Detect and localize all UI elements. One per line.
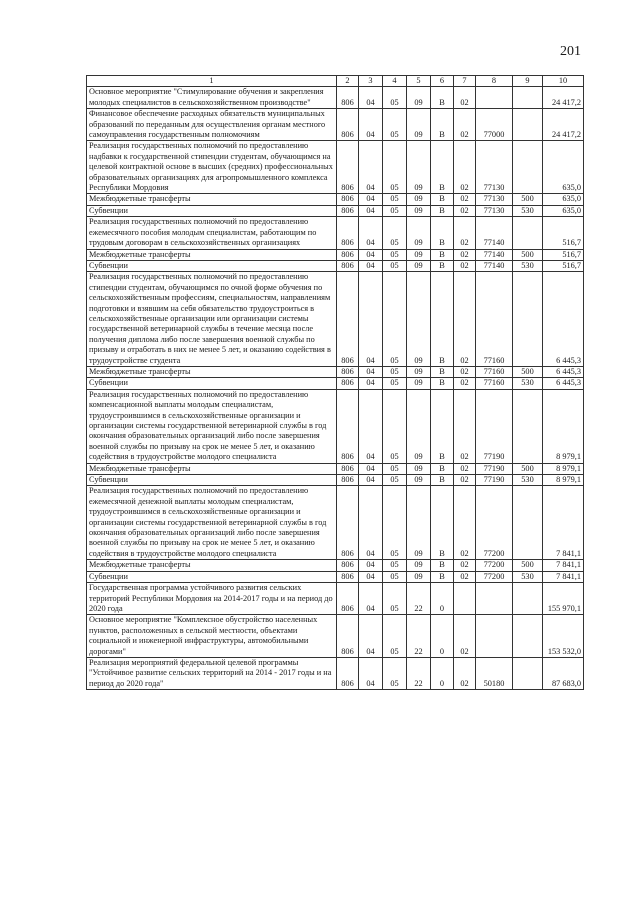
program-cell: 09 bbox=[407, 571, 431, 582]
table-row bbox=[87, 378, 584, 389]
subprogram-cell: В bbox=[431, 87, 454, 109]
ministry-code-cell: 806 bbox=[337, 657, 359, 689]
ministry-code-cell: 806 bbox=[337, 389, 359, 463]
direction-cell: 77160 bbox=[476, 272, 513, 367]
section-cell: 04 bbox=[359, 475, 383, 486]
event-cell: 02 bbox=[454, 205, 476, 216]
amount-cell: 635,0 bbox=[543, 194, 584, 205]
amount-cell: 6 445,3 bbox=[543, 272, 584, 367]
header-cell: 4 bbox=[383, 76, 407, 87]
subprogram-cell: В bbox=[431, 109, 454, 141]
subprogram-cell: В bbox=[431, 249, 454, 260]
event-cell: 02 bbox=[454, 378, 476, 389]
ministry-code-cell: 806 bbox=[337, 249, 359, 260]
expense-type-cell: 530 bbox=[513, 260, 543, 271]
ministry-code-cell: 806 bbox=[337, 194, 359, 205]
program-cell: 09 bbox=[407, 87, 431, 109]
amount-cell: 24 417,2 bbox=[543, 87, 584, 109]
program-cell: 22 bbox=[407, 657, 431, 689]
expense-type-cell bbox=[513, 87, 543, 109]
table-row bbox=[87, 657, 584, 689]
section-cell: 04 bbox=[359, 389, 383, 463]
ministry-code-cell: 806 bbox=[337, 560, 359, 571]
expense-type-cell bbox=[513, 657, 543, 689]
direction-cell bbox=[476, 615, 513, 658]
expense-type-cell bbox=[513, 141, 543, 194]
header-cell: 2 bbox=[337, 76, 359, 87]
amount-cell: 8 979,1 bbox=[543, 389, 584, 463]
table-row bbox=[87, 560, 584, 571]
table-row bbox=[87, 217, 584, 249]
subprogram-cell: 0 bbox=[431, 583, 454, 615]
subprogram-cell: В bbox=[431, 463, 454, 474]
header-cell: 6 bbox=[431, 76, 454, 87]
program-cell: 09 bbox=[407, 486, 431, 560]
direction-cell: 77130 bbox=[476, 194, 513, 205]
subsection-cell: 05 bbox=[383, 378, 407, 389]
ministry-code-cell: 806 bbox=[337, 87, 359, 109]
subprogram-cell: В bbox=[431, 475, 454, 486]
section-cell: 04 bbox=[359, 560, 383, 571]
expense-type-cell bbox=[513, 217, 543, 249]
event-cell: 02 bbox=[454, 571, 476, 582]
amount-cell: 24 417,2 bbox=[543, 109, 584, 141]
direction-cell bbox=[476, 87, 513, 109]
direction-cell: 77160 bbox=[476, 378, 513, 389]
amount-cell: 7 841,1 bbox=[543, 571, 584, 582]
direction-cell: 77190 bbox=[476, 389, 513, 463]
expense-type-cell bbox=[513, 389, 543, 463]
section-cell: 04 bbox=[359, 486, 383, 560]
direction-cell: 77140 bbox=[476, 249, 513, 260]
section-cell: 04 bbox=[359, 194, 383, 205]
subsection-cell: 05 bbox=[383, 366, 407, 377]
section-cell: 04 bbox=[359, 260, 383, 271]
direction-cell: 77130 bbox=[476, 205, 513, 216]
program-cell: 09 bbox=[407, 194, 431, 205]
table-row bbox=[87, 615, 584, 658]
page-number: 201 bbox=[560, 44, 581, 59]
item-name-cell: Субвенции bbox=[87, 378, 337, 389]
amount-cell: 153 532,0 bbox=[543, 615, 584, 658]
ministry-code-cell: 806 bbox=[337, 378, 359, 389]
item-name-cell: Субвенции bbox=[87, 571, 337, 582]
header-cell: 5 bbox=[407, 76, 431, 87]
expense-type-cell: 500 bbox=[513, 560, 543, 571]
ministry-code-cell: 806 bbox=[337, 366, 359, 377]
program-cell: 09 bbox=[407, 378, 431, 389]
ministry-code-cell: 806 bbox=[337, 272, 359, 367]
table-row bbox=[87, 109, 584, 141]
amount-cell: 8 979,1 bbox=[543, 475, 584, 486]
program-cell: 09 bbox=[407, 249, 431, 260]
header-cell: 9 bbox=[513, 76, 543, 87]
subsection-cell: 05 bbox=[383, 141, 407, 194]
subsection-cell: 05 bbox=[383, 249, 407, 260]
section-cell: 04 bbox=[359, 378, 383, 389]
amount-cell: 516,7 bbox=[543, 260, 584, 271]
subprogram-cell: В bbox=[431, 260, 454, 271]
section-cell: 04 bbox=[359, 463, 383, 474]
subsection-cell: 05 bbox=[383, 475, 407, 486]
subsection-cell: 05 bbox=[383, 109, 407, 141]
subprogram-cell: В bbox=[431, 571, 454, 582]
program-cell: 22 bbox=[407, 583, 431, 615]
header-cell: 1 bbox=[87, 76, 337, 87]
subsection-cell: 05 bbox=[383, 583, 407, 615]
subsection-cell: 05 bbox=[383, 389, 407, 463]
table-row bbox=[87, 366, 584, 377]
amount-cell: 516,7 bbox=[543, 249, 584, 260]
section-cell: 04 bbox=[359, 87, 383, 109]
program-cell: 09 bbox=[407, 109, 431, 141]
section-cell: 04 bbox=[359, 571, 383, 582]
direction-cell: 77140 bbox=[476, 217, 513, 249]
event-cell: 02 bbox=[454, 260, 476, 271]
subsection-cell: 05 bbox=[383, 571, 407, 582]
amount-cell: 7 841,1 bbox=[543, 486, 584, 560]
subsection-cell: 05 bbox=[383, 657, 407, 689]
header-cell: 10 bbox=[543, 76, 584, 87]
amount-cell: 8 979,1 bbox=[543, 463, 584, 474]
direction-cell: 77200 bbox=[476, 486, 513, 560]
table-row bbox=[87, 141, 584, 194]
item-name-cell: Реализация государственных полномочий по предоставлению надбавки к государственной стипендии студентам, обучающимся на целевой контрактной основе в высших (средних) профессиональных образовательных организациях для агропромышленного комплекса Республики Мордовия bbox=[87, 141, 337, 194]
direction-cell bbox=[476, 583, 513, 615]
subsection-cell: 05 bbox=[383, 615, 407, 658]
table-row bbox=[87, 249, 584, 260]
item-name-cell: Межбюджетные трансферты bbox=[87, 560, 337, 571]
direction-cell: 50180 bbox=[476, 657, 513, 689]
section-cell: 04 bbox=[359, 249, 383, 260]
event-cell bbox=[454, 583, 476, 615]
expense-type-cell: 500 bbox=[513, 194, 543, 205]
amount-cell: 635,0 bbox=[543, 141, 584, 194]
item-name-cell: Субвенции bbox=[87, 475, 337, 486]
ministry-code-cell: 806 bbox=[337, 583, 359, 615]
event-cell: 02 bbox=[454, 109, 476, 141]
amount-cell: 155 970,1 bbox=[543, 583, 584, 615]
subprogram-cell: В bbox=[431, 366, 454, 377]
event-cell: 02 bbox=[454, 272, 476, 367]
subprogram-cell: В bbox=[431, 389, 454, 463]
subprogram-cell: В bbox=[431, 560, 454, 571]
expense-type-cell bbox=[513, 486, 543, 560]
item-name-cell: Реализация государственных полномочий по предоставлению компенсационной выплаты молодым специалистам, трудоустроившимся в сельскохозяйственные организации и организации системы государственной ветеринарной службы в год окончания образовательных организаций либо после завершения военной службы по призыву на срок не менее 5 лет, и оказанию содействия в трудоустройстве молодого специалиста bbox=[87, 389, 337, 463]
item-name-cell: Основное мероприятие "Стимулирование обучения и закрепления молодых специалистов в сельскохозяйственном производстве" bbox=[87, 87, 337, 109]
item-name-cell: Реализация государственных полномочий по предоставлению стипендии студентам, обучающимся по очной форме обучения по сельскохозяйственным профессиям, специальностям, направлениям подготовки и взявшим на себя обязательство трудоустроиться в сельскохозяйственные организации или организации системы государственной ветеринарной службы в течение месяца после получения диплома либо после завершения военной службы по призыву и отработать в них не менее 5 лет, и оказанию содействия в трудоустройстве студента bbox=[87, 272, 337, 367]
program-cell: 09 bbox=[407, 389, 431, 463]
program-cell: 09 bbox=[407, 272, 431, 367]
table-row bbox=[87, 194, 584, 205]
amount-cell: 6 445,3 bbox=[543, 378, 584, 389]
table-row bbox=[87, 272, 584, 367]
item-name-cell: Реализация государственных полномочий по предоставлению ежемесячного пособия молодым специалистам, работающим по трудовым договорам в сельскохозяйственных организациях bbox=[87, 217, 337, 249]
subprogram-cell: В bbox=[431, 272, 454, 367]
program-cell: 09 bbox=[407, 366, 431, 377]
subprogram-cell: В bbox=[431, 217, 454, 249]
table-row bbox=[87, 205, 584, 216]
program-cell: 09 bbox=[407, 260, 431, 271]
header-row bbox=[87, 76, 584, 87]
item-name-cell: Основное мероприятие "Комплексное обустройство населенных пунктов, расположенных в сельской местности, объектами социальной и инженерной инфраструктуры, автомобильными дорогами" bbox=[87, 615, 337, 658]
program-cell: 09 bbox=[407, 560, 431, 571]
expense-type-cell bbox=[513, 272, 543, 367]
program-cell: 09 bbox=[407, 475, 431, 486]
table-row bbox=[87, 475, 584, 486]
expense-type-cell: 530 bbox=[513, 475, 543, 486]
expense-type-cell: 500 bbox=[513, 366, 543, 377]
ministry-code-cell: 806 bbox=[337, 615, 359, 658]
event-cell: 02 bbox=[454, 475, 476, 486]
amount-cell: 516,7 bbox=[543, 217, 584, 249]
item-name-cell: Межбюджетные трансферты bbox=[87, 366, 337, 377]
ministry-code-cell: 806 bbox=[337, 475, 359, 486]
expense-type-cell bbox=[513, 109, 543, 141]
ministry-code-cell: 806 bbox=[337, 260, 359, 271]
subsection-cell: 05 bbox=[383, 260, 407, 271]
table-row bbox=[87, 583, 584, 615]
subsection-cell: 05 bbox=[383, 87, 407, 109]
amount-cell: 7 841,1 bbox=[543, 560, 584, 571]
ministry-code-cell: 806 bbox=[337, 205, 359, 216]
program-cell: 22 bbox=[407, 615, 431, 658]
amount-cell: 87 683,0 bbox=[543, 657, 584, 689]
ministry-code-cell: 806 bbox=[337, 217, 359, 249]
table-row bbox=[87, 463, 584, 474]
section-cell: 04 bbox=[359, 615, 383, 658]
item-name-cell: Государственная программа устойчивого развития сельских территорий Республики Мордовия на 2014-2017 годы и на период до 2020 года bbox=[87, 583, 337, 615]
event-cell: 02 bbox=[454, 657, 476, 689]
event-cell: 02 bbox=[454, 217, 476, 249]
subprogram-cell: В bbox=[431, 141, 454, 194]
direction-cell: 77140 bbox=[476, 260, 513, 271]
amount-cell: 6 445,3 bbox=[543, 366, 584, 377]
subsection-cell: 05 bbox=[383, 217, 407, 249]
item-name-cell: Реализация мероприятий федеральной целевой программы "Устойчивое развитие сельских территорий на 2014 - 2017 годы и на период до 2020 года" bbox=[87, 657, 337, 689]
direction-cell: 77200 bbox=[476, 571, 513, 582]
expense-type-cell: 500 bbox=[513, 249, 543, 260]
subsection-cell: 05 bbox=[383, 194, 407, 205]
subsection-cell: 05 bbox=[383, 272, 407, 367]
section-cell: 04 bbox=[359, 109, 383, 141]
header-cell: 8 bbox=[476, 76, 513, 87]
item-name-cell: Реализация государственных полномочий по предоставлению ежемесячной денежной выплаты молодым специалистам, трудоустроившимся в сельскохозяйственные организации и организации системы государственной ветеринарной службы в год окончания образовательных организаций либо после завершения военной службы по призыву на срок не менее 5 лет, и оказанию содействия в трудоустройстве молодого специалиста bbox=[87, 486, 337, 560]
amount-cell: 635,0 bbox=[543, 205, 584, 216]
direction-cell: 77160 bbox=[476, 366, 513, 377]
event-cell: 02 bbox=[454, 141, 476, 194]
subprogram-cell: В bbox=[431, 486, 454, 560]
table-row bbox=[87, 486, 584, 560]
program-cell: 09 bbox=[407, 141, 431, 194]
subsection-cell: 05 bbox=[383, 486, 407, 560]
ministry-code-cell: 806 bbox=[337, 109, 359, 141]
header-cell: 3 bbox=[359, 76, 383, 87]
event-cell: 02 bbox=[454, 249, 476, 260]
event-cell: 02 bbox=[454, 463, 476, 474]
program-cell: 09 bbox=[407, 205, 431, 216]
section-cell: 04 bbox=[359, 217, 383, 249]
event-cell: 02 bbox=[454, 366, 476, 377]
expense-type-cell: 500 bbox=[513, 463, 543, 474]
subsection-cell: 05 bbox=[383, 560, 407, 571]
direction-cell: 77130 bbox=[476, 141, 513, 194]
expense-type-cell: 530 bbox=[513, 378, 543, 389]
subsection-cell: 05 bbox=[383, 205, 407, 216]
direction-cell: 77190 bbox=[476, 463, 513, 474]
ministry-code-cell: 806 bbox=[337, 486, 359, 560]
subprogram-cell: В bbox=[431, 194, 454, 205]
subprogram-cell: 0 bbox=[431, 615, 454, 658]
table-body bbox=[87, 87, 584, 690]
item-name-cell: Межбюджетные трансферты bbox=[87, 249, 337, 260]
item-name-cell: Межбюджетные трансферты bbox=[87, 463, 337, 474]
item-name-cell: Межбюджетные трансферты bbox=[87, 194, 337, 205]
event-cell: 02 bbox=[454, 389, 476, 463]
subprogram-cell: 0 bbox=[431, 657, 454, 689]
expense-type-cell: 530 bbox=[513, 205, 543, 216]
program-cell: 09 bbox=[407, 217, 431, 249]
direction-cell: 77200 bbox=[476, 560, 513, 571]
table-row bbox=[87, 87, 584, 109]
section-cell: 04 bbox=[359, 141, 383, 194]
event-cell: 02 bbox=[454, 194, 476, 205]
event-cell: 02 bbox=[454, 560, 476, 571]
budget-table bbox=[86, 75, 584, 690]
subprogram-cell: В bbox=[431, 205, 454, 216]
table-row bbox=[87, 389, 584, 463]
section-cell: 04 bbox=[359, 272, 383, 367]
subsection-cell: 05 bbox=[383, 463, 407, 474]
program-cell: 09 bbox=[407, 463, 431, 474]
event-cell: 02 bbox=[454, 615, 476, 658]
event-cell: 02 bbox=[454, 486, 476, 560]
item-name-cell: Финансовое обеспечение расходных обязательств муниципальных образований по переданным для осуществления органам местного самоуправления государственным полномочиям bbox=[87, 109, 337, 141]
expense-type-cell bbox=[513, 583, 543, 615]
ministry-code-cell: 806 bbox=[337, 463, 359, 474]
section-cell: 04 bbox=[359, 657, 383, 689]
ministry-code-cell: 806 bbox=[337, 571, 359, 582]
item-name-cell: Субвенции bbox=[87, 205, 337, 216]
ministry-code-cell: 806 bbox=[337, 141, 359, 194]
item-name-cell: Субвенции bbox=[87, 260, 337, 271]
section-cell: 04 bbox=[359, 205, 383, 216]
direction-cell: 77190 bbox=[476, 475, 513, 486]
subprogram-cell: В bbox=[431, 378, 454, 389]
table-row bbox=[87, 571, 584, 582]
section-cell: 04 bbox=[359, 366, 383, 377]
table-row bbox=[87, 260, 584, 271]
event-cell: 02 bbox=[454, 87, 476, 109]
expense-type-cell: 530 bbox=[513, 571, 543, 582]
header-cell: 7 bbox=[454, 76, 476, 87]
expense-type-cell bbox=[513, 615, 543, 658]
direction-cell: 77000 bbox=[476, 109, 513, 141]
section-cell: 04 bbox=[359, 583, 383, 615]
